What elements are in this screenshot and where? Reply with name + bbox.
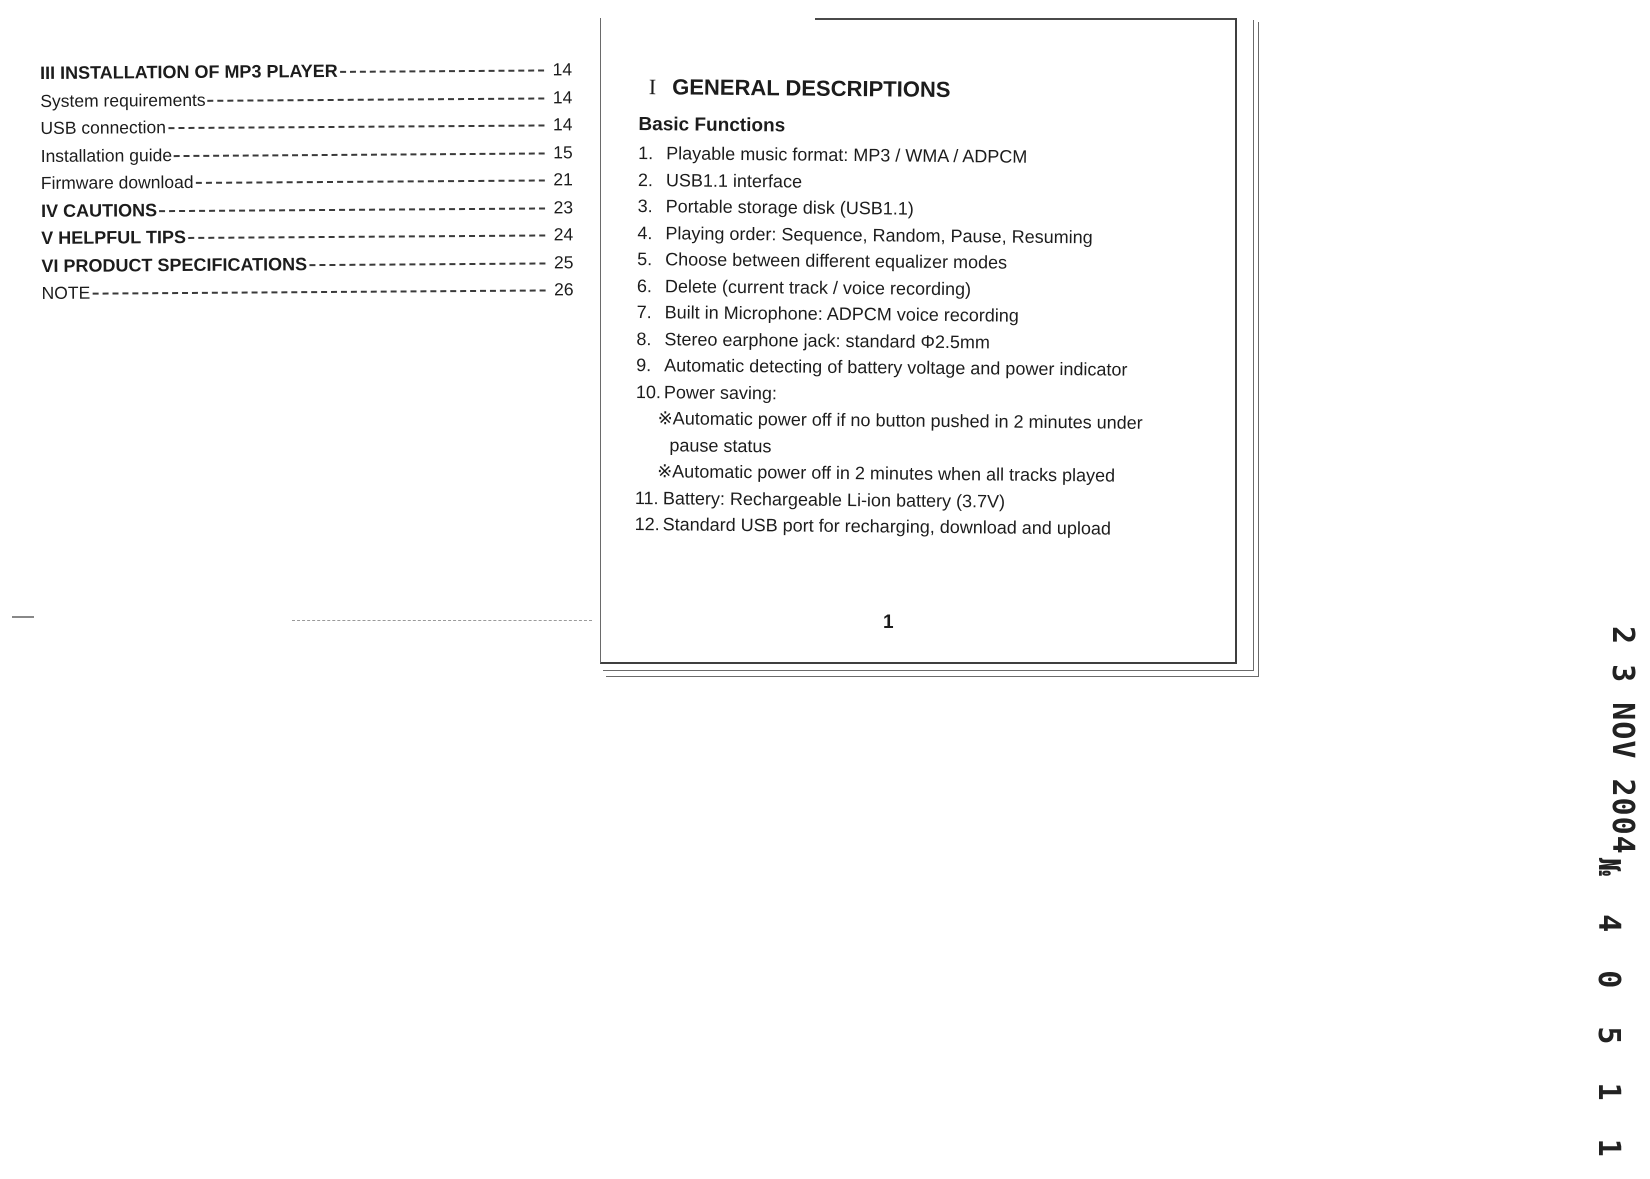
toc-entry-page: 15 bbox=[553, 141, 573, 162]
section-heading bbox=[649, 70, 1219, 109]
page-top-rule bbox=[815, 18, 1235, 20]
manual-page-stack bbox=[600, 18, 1260, 678]
list-item-text: Standard USB port for recharging, download and upload bbox=[662, 514, 1112, 539]
list-item-number: 2. bbox=[637, 169, 654, 190]
list-item-text: Stereo earphone jack: standard Φ2.5mm bbox=[664, 328, 991, 352]
toc-entry bbox=[41, 166, 573, 197]
power-saving-note-continuation: pause status bbox=[669, 434, 772, 456]
toc-entry-title: V HELPFUL TIPS bbox=[41, 226, 186, 248]
toc-entry-title: USB connection bbox=[40, 117, 167, 138]
toc-leader bbox=[159, 207, 545, 212]
list-item-text: Playing order: Sequence, Random, Pause, Resuming bbox=[665, 222, 1093, 247]
table-of-contents bbox=[40, 56, 574, 307]
section-title: GENERAL DESCRIPTIONS bbox=[672, 74, 951, 102]
toc-entry bbox=[40, 56, 572, 87]
toc-entry-page: 23 bbox=[553, 196, 574, 217]
toc-entry bbox=[41, 194, 573, 225]
toc-entry bbox=[40, 111, 572, 142]
toc-entry-page: 25 bbox=[553, 251, 574, 272]
list-item-text: Playable music format: MP3 / WMA / ADPCM bbox=[666, 143, 1028, 167]
list-item-number: 6. bbox=[636, 275, 653, 296]
toc-leader bbox=[340, 69, 544, 72]
power-saving-note bbox=[635, 405, 1215, 464]
toc-entry bbox=[40, 84, 572, 115]
list-item-number: 3. bbox=[637, 195, 653, 217]
basic-functions-heading: Basic Functions bbox=[638, 113, 786, 137]
list-item-text: Portable storage disk (USB1.1) bbox=[665, 196, 914, 219]
list-item-number: 9. bbox=[636, 354, 652, 376]
toc-entry bbox=[41, 221, 573, 252]
page-number: 1 bbox=[883, 612, 894, 633]
toc-leader bbox=[188, 234, 545, 238]
list-item-number: 1. bbox=[638, 142, 654, 164]
power-saving-note-line: ※Automatic power off if no button pushed in 2 minutes under bbox=[657, 408, 1143, 433]
manual-page bbox=[600, 18, 1237, 664]
list-item-text: Built in Microphone: ADPCM voice recording bbox=[664, 302, 1019, 326]
list-item-number: 12. bbox=[634, 513, 660, 535]
list-item-number: 11. bbox=[634, 487, 659, 508]
stamp-number: № 4 0 5 1 1 bbox=[1591, 858, 1626, 1167]
toc-leader bbox=[174, 152, 545, 157]
toc-leader bbox=[92, 289, 545, 294]
list-item-number: 4. bbox=[637, 222, 653, 243]
toc-entry-page: 24 bbox=[553, 224, 574, 245]
toc-entry-page: 14 bbox=[552, 114, 573, 135]
toc-leader bbox=[208, 97, 545, 101]
scan-artifact-mark bbox=[12, 616, 34, 618]
scan-artifact-line bbox=[292, 620, 592, 621]
toc-entry-title: III INSTALLATION OF MP3 PLAYER bbox=[40, 60, 338, 83]
toc-entry-title: System requirements bbox=[40, 89, 206, 111]
list-item-text: Choose between different equalizer modes bbox=[665, 249, 1008, 273]
list-item-text: Battery: Rechargeable Li-ion battery (3.7V) bbox=[662, 487, 1006, 512]
feature-list bbox=[636, 140, 1219, 411]
list-item-text: Automatic detecting of battery voltage and power indicator bbox=[664, 355, 1128, 380]
toc-entry bbox=[41, 139, 573, 170]
toc-entry-page: 21 bbox=[553, 169, 573, 190]
toc-entry-page: 14 bbox=[552, 86, 573, 107]
feature-list-continued bbox=[635, 484, 1215, 543]
toc-entry-title: VI PRODUCT SPECIFICATIONS bbox=[41, 253, 308, 276]
toc-entry-title: IV CAUTIONS bbox=[40, 199, 158, 221]
section-roman-numeral: I bbox=[648, 74, 657, 100]
page-content bbox=[635, 70, 1219, 543]
list-item-number: 7. bbox=[636, 301, 652, 323]
list-item bbox=[635, 511, 1215, 543]
toc-leader bbox=[196, 179, 545, 183]
toc-entry-page: 14 bbox=[552, 59, 573, 80]
list-item-text: Delete (current track / voice recording) bbox=[664, 275, 972, 299]
toc-entry bbox=[42, 276, 574, 307]
toc-entry bbox=[41, 249, 573, 280]
list-item-text: Power saving: bbox=[663, 381, 778, 403]
toc-entry-page: 26 bbox=[554, 279, 574, 300]
list-item-text: USB1.1 interface bbox=[665, 169, 803, 192]
toc-entry-title: Firmware download bbox=[40, 171, 194, 193]
power-saving-note-line: ※Automatic power off in 2 minutes when all tracks played bbox=[657, 461, 1116, 486]
toc-entry-title: NOTE bbox=[41, 282, 91, 303]
toc-entry-title: Installation guide bbox=[40, 144, 173, 166]
list-item-number: 10. bbox=[635, 381, 662, 402]
stamp-date: 2 3 NOV 2004 bbox=[1605, 626, 1640, 855]
toc-leader bbox=[309, 262, 545, 266]
toc-leader bbox=[168, 124, 545, 129]
list-item-number: 8. bbox=[636, 328, 652, 349]
list-item-number: 5. bbox=[637, 248, 653, 270]
